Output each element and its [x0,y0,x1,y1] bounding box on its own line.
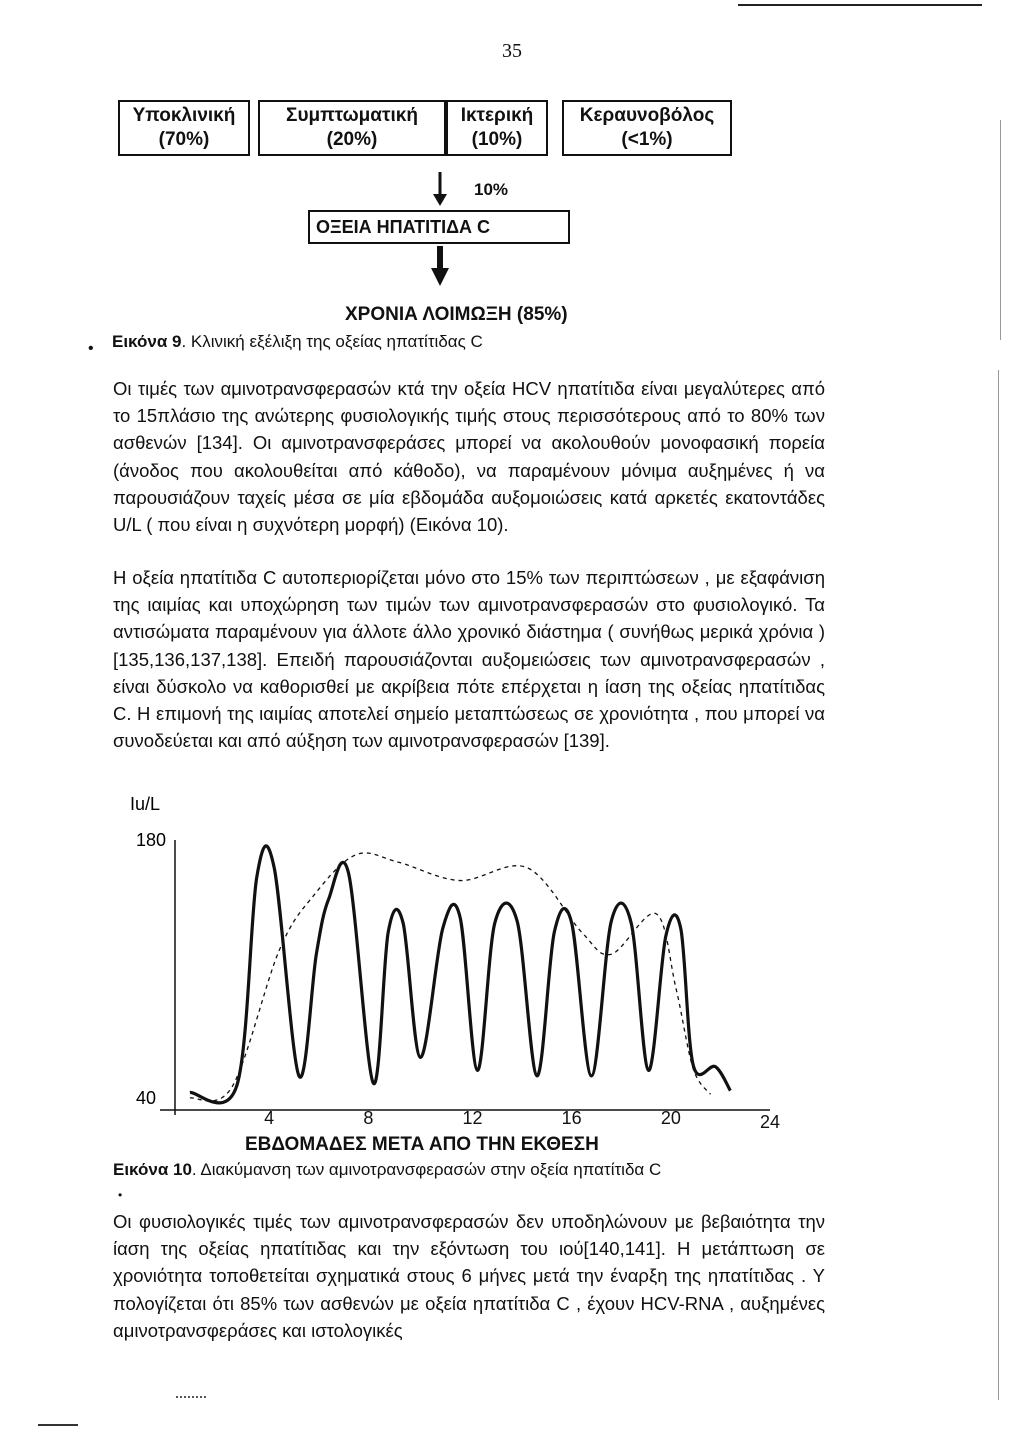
x-tick-label: 16 [561,1108,582,1128]
arrow-down-icon [433,172,447,206]
aminotransferase-chart [120,780,820,1120]
y-tick-label: 40 [136,1088,157,1108]
bullet-dot: • [118,1188,123,1202]
paragraph-3: Οι φυσιολογικές τιμές των αμινοτρανσφερασών δεν υποδηλώνουν με βεβαιότητα την ίαση της οξείας ηπατίτιδας και την εξόντωση του ιού[140,141]. Η μετάπτωση σε χρονιότητα τοποθετείται σχηματικά στους 6 μήνες μετά την έναρξη της ηπατίτιδας . Υ πολογίζεται ότι 85% των ασθενών με οξεία ηπατίτιδα C , έχουν HCV-RNA , αυξημένες αμινοτρανσφεράσες και ιστολογικές [113,1211,825,1341]
figure10-text: . Διακύμανση των αμινοτρανσφερασών στην οξεία ηπατίτιδα C [191,1160,662,1179]
flow-box-subclinical [118,100,250,156]
x-tick-labels [120,1108,820,1132]
figure9-text: . Κλινική εξέλιξη της οξείας ηπατίτιδας C [181,332,483,351]
scan-mark [176,1396,206,1398]
flow-box-fulminant [562,100,732,156]
flow-box-symptomatic [258,100,446,156]
series-line-dashed [190,853,711,1101]
x-tick-label: 4 [264,1108,275,1128]
x-tick-label: 12 [462,1108,483,1128]
flow-box-label: Συμπτωματική [286,105,418,126]
y-axis-label: Iu/L [130,794,161,814]
flow-box-percent: (70%) [158,129,210,150]
arrow-down-icon [431,246,449,286]
x-tick-label: 8 [363,1108,374,1128]
x-axis-title: ΕΒΔΟΜΑΔΕΣ ΜΕΤΑ ΑΠΟ ΤΗΝ ΕΚΘΕΣΗ [245,1134,599,1155]
figure10-label: Εικόνα 10 [113,1160,192,1179]
x-tick-label: 20 [660,1108,681,1128]
flow-chronic-infection: ΧΡΟΝΙΑ ΛΟΙΜΩΞΗ (85%) [345,304,568,325]
page-number: 35 [502,40,522,62]
page-edge-shadow [1000,120,1001,340]
flow-arrow-percent: 10% [474,180,509,199]
paragraph-2: Η οξεία ηπατίτιδα C αυτοπεριορίζεται μόνο στο 15% των περιπτώσεων , με εξαφάνιση της ιαιμίας και υποχώρηση των τιμών των αμινοτρανσφερασών στο φυσιολογικό. Τα αντισώματα παραμένουν για άλλοτε άλλο χρονικό διάστημα ( συνήθως μερικά χρόνια )[135,136,137,138]. Επειδή παρουσιάζονται αυξομειώσεις των αμινοτρανσφερασών , είναι δύσκολο να καθορισθεί με ακρίβεια πότε επέρχεται η ίαση της οξείας ηπατίτιδας C. Η επιμονή της ιαιμίας αποτελεί σημείο μεταπτώσεως σε χρονιότητα , που μπορεί να συνοδεύεται και από αύξηση των αμινοτρανσφερασών [139]. [113,567,825,752]
flow-box-icteric [446,100,548,156]
flow-box-percent: (20%) [326,129,378,150]
series-line-solid [190,846,730,1103]
flow-box-percent: (10%) [471,129,523,150]
page-edge-shadow [998,370,999,1400]
flow-box-percent: (<1%) [621,129,673,150]
flow-box-label: Υποκλινική [132,105,236,126]
figure9-caption [112,332,483,352]
flow-box-label: Κεραυνοβόλος [579,105,715,126]
y-tick-label: 180 [136,830,167,850]
flow-box-label: Ικτερική [460,105,534,126]
paragraph-1: Οι τιμές των αμινοτρανσφερασών κτά την οξεία HCV ηπατίτιδα είναι μεγαλύτερες από το 15πλάσιο της ανώτερης φυσιολογικής τιμής στους περισσότερους από το 80% των ασθενών [134]. Οι αμινοτρανσφεράσες μπορεί να ακολουθούν μονοφασική πορεία (άνοδος που ακολουθείται από κάθοδο), να παραμένουν μόνιμα αυξημένες ή να παρουσιάζουν ταχείς μέσα σε μία εβδομάδα αυξομοιώσεις κατά αρκετές εκατοντάδες U/L ( που είναι η συχνότερη μορφή) (Εικόνα 10). [113,378,825,536]
scan-mark [38,1424,78,1426]
x-tick-label: 24 [760,1112,781,1132]
figure10-caption [113,1160,661,1180]
top-rule [738,4,982,6]
figure9-label: Εικόνα 9 [112,332,182,351]
bullet-dot: • [88,340,94,357]
flow-box-acute-hepatitis: ΟΞΕΙΑ ΗΠΑΤΙΤΙΔΑ C [308,210,570,244]
